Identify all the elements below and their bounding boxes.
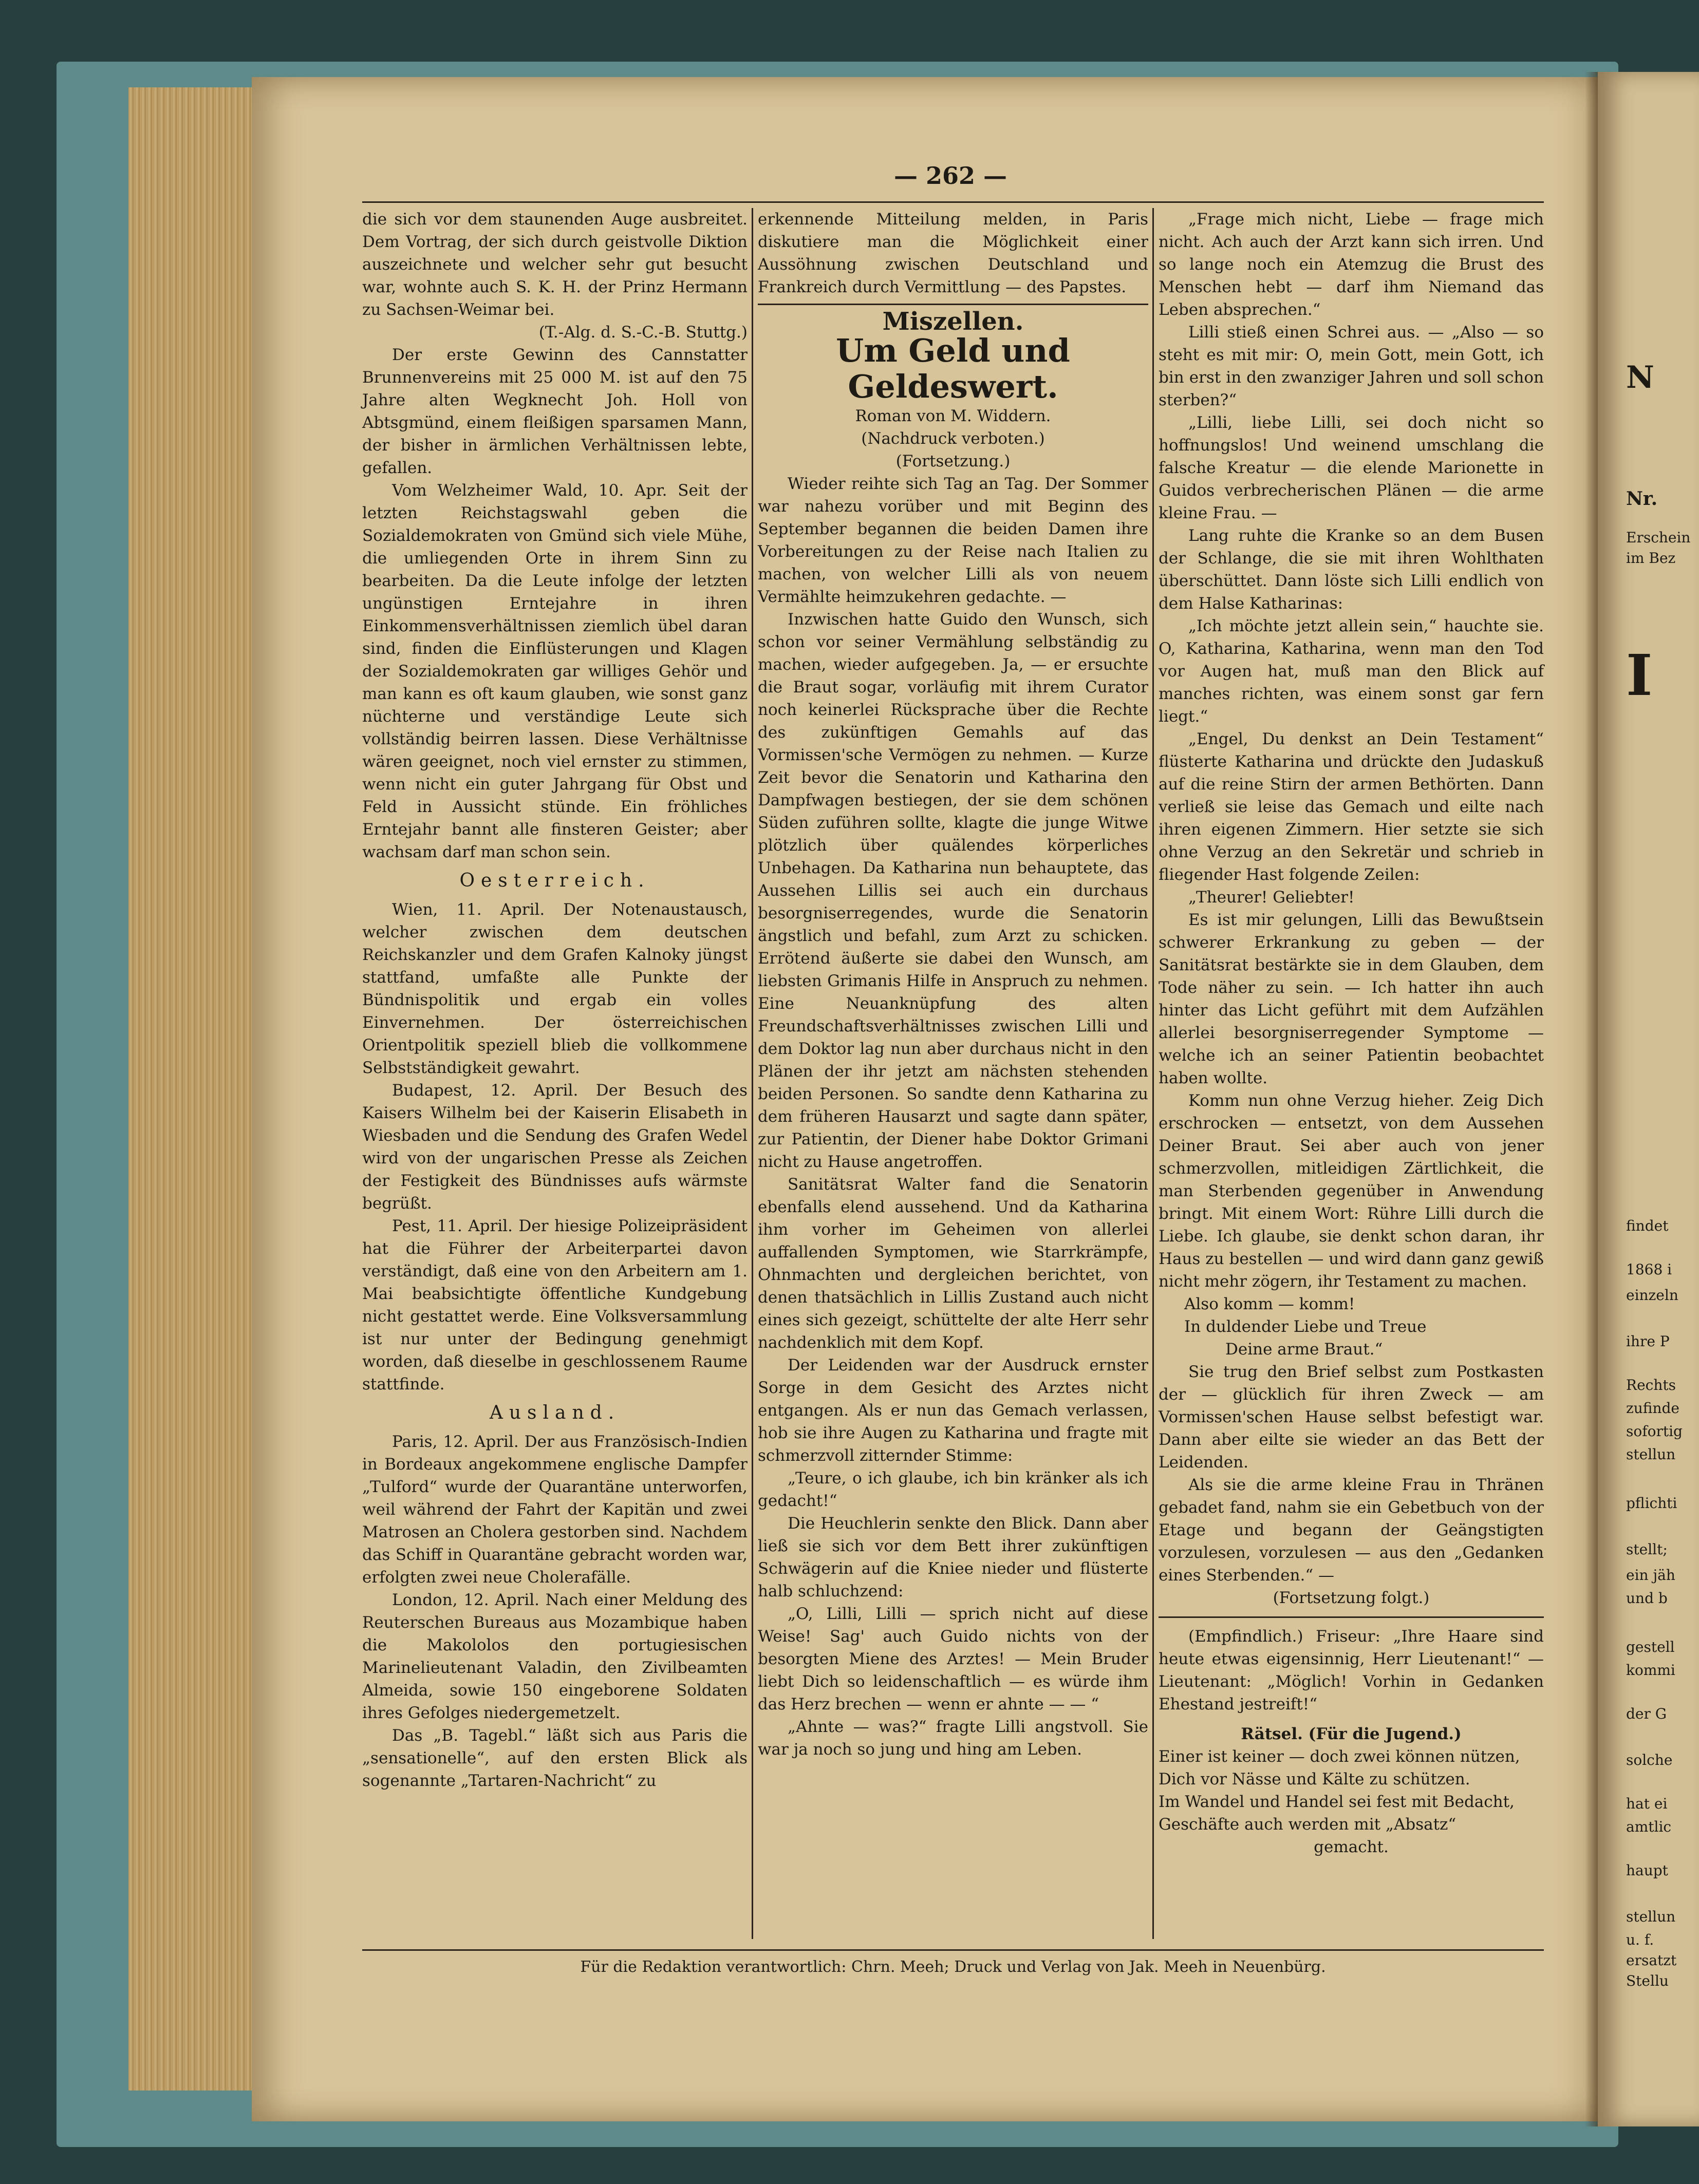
next-page-line: u. f. — [1626, 1931, 1654, 1948]
riddle-line: Dich vor Nässe und Kälte zu schützen. — [1159, 1770, 1470, 1788]
letter-line: Also komm — komm! — [1184, 1295, 1355, 1313]
paragraph: „Lilli, liebe Lilli, sei doch nicht so hoffnungslos! Und weinend umschlang die falsche Kreatur — die elende Marionette in Guidos verbrecherischen Plänen — die arme kleine Frau. — — [1159, 413, 1544, 522]
next-page-line: ersatzt — [1626, 1952, 1677, 1969]
riddle-line: Einer ist keiner — doch zwei können nützen, — [1159, 1747, 1520, 1766]
paragraph: Sanitätsrat Walter fand die Senatorin ebenfalls elend aussehend. Und da Katharina ihm vorher im Geheimen von allerlei auffallenden Symptomen, wie Starrkrämpfe, Ohnmachten und dergleichen berichtet, von denen thatsächlich in Lillis Zustand auch nicht eines sich gezeigt, schüttelte der alte Herr sehr nachdenklich mit dem Kopf. — [758, 1175, 1148, 1352]
paragraph: Wieder reihte sich Tag an Tag. Der Sommer war nahezu vorüber und mit Beginn des September begannen die beiden Damen ihre Vorbereitungen zu der Reise nach Italien zu machen, von welcher Lilli als von neuem Vermählte heimzukehren gedachte. — — [758, 475, 1148, 606]
paragraph: „Teure, o ich glaube, ich bin kränker als ich gedacht!“ — [758, 1469, 1148, 1510]
paragraph: Das „B. Tagebl.“ läßt sich aus Paris die „sensationelle“, auf den ersten Blick als sogenannte „Tartaren-Nachricht“ zu — [362, 1726, 748, 1790]
next-page-line: stellun — [1626, 1908, 1676, 1925]
reprint-note: (Nachdruck verboten.) — [861, 429, 1045, 448]
next-page-line: einzeln — [1626, 1287, 1678, 1304]
novel-title: Um Geld und Geldeswert. — [836, 332, 1070, 405]
next-page-line: amtlic — [1626, 1818, 1672, 1835]
next-page-line: Stellu — [1626, 1972, 1669, 1989]
next-page-large-letter: N — [1626, 360, 1654, 396]
continuation-note: (Fortsetzung.) — [895, 452, 1011, 470]
next-page-line: zufinde — [1626, 1400, 1679, 1417]
column-rule-2 — [1152, 208, 1154, 1939]
riddle-heading: Rätsel. (Für die Jugend.) — [1241, 1725, 1462, 1743]
paragraph: Der erste Gewinn des Cannstatter Brunnenvereins mit 25 000 M. ist auf den 75 Jahre alten Wegknecht Joh. Holl von Abtsgmünd, einem fleißigen sparsamen Mann, der bisher in ärmlichen Verhältnissen lebte, gefallen. — [362, 346, 748, 477]
section-rule — [758, 304, 1148, 305]
source-note: (T.-Alg. d. S.-C.-B. Stuttg.) — [538, 323, 748, 342]
paragraph: „O, Lilli, Lilli — sprich nicht auf diese Weise! Sag' auch Guido nichts von der besorgten Miene des Arztes! — Mein Bruder liebt Dich so leidenschaftlich — es würde ihm das Herz brechen — wenn er ahnte — — “ — [758, 1605, 1148, 1714]
header-rule — [362, 201, 1544, 203]
paragraph: Lilli stieß einen Schrei aus. — „Also — so steht es mit mir: O, mein Gott, mein Gott, ich bin erst in den zwanziger Jahren und soll schon sterben?“ — [1159, 323, 1544, 409]
next-page-line: Rechts — [1626, 1377, 1676, 1394]
paragraph: Vom Welzheimer Wald, 10. Apr. Seit der letzten Reichstagswahl geben die Sozialdemokraten von Gmünd sich viele Mühe, die umliegenden Orte in ihrem Sinn zu bearbeiten. Da die Leute infolge der letzten ungünstigen Erntejahre in ihren Einkommensverhältnissen ziemlich übel daran sind, finden die Einflüsterungen und Klagen der Sozialdemokraten gar williges Gehör und man kann es oft kaum glauben, wie sonst ganz nüchterne und verständige Leute sich vollständig beirren lassen. Diese Verhältnisse wären geeignet, noch viel ernster zu stimmen, wenn nicht ein guter Jahrgang für Obst und Feld in Aussicht stünde. Ein fröhliches Erntejahr bannt alle finsteren Geister; aber wachsam darf man schon sein. — [362, 481, 748, 861]
next-page-text: im Bez — [1626, 550, 1676, 567]
paragraph: Budapest, 12. April. Der Besuch des Kaisers Wilhelm bei der Kaiserin Elisabeth in Wiesbaden und die Sendung des Grafen Wedel wird von der ungarischen Presse als Zeichen der Festigkeit des Bündnisses aufs wärmste begrüßt. — [362, 1081, 748, 1213]
paragraph: Paris, 12. April. Der aus Französisch-Indien in Bordeaux angekommene englische Dampfer „Tulford“ wurde der Quarantäne unterworfen, weil während der Fahrt der Kapitän und zwei Matrosen an Cholera gestorben sind. Nachdem das Schiff in Quarantäne gebracht worden war, erfolgten zwei neue Cholerafälle. — [362, 1433, 748, 1587]
section-rule — [1159, 1616, 1544, 1618]
paragraph: Komm nun ohne Verzug hieher. Zeig Dich erschrocken — entsetzt, von dem Aussehen Deiner Braut. Sei aber auch von jener schmerzvollen, mitleidigen Zärtlichkeit, die man Sterbenden gegenüber in Anwendung bringt. Mit einem Wort: Rühre Lilli durch die Liebe. Ich glaube, sie denkt schon daran, ihr Haus zu bestellen — und wird dann ganz gewiß nicht mehr zögern, ihr Testament zu machen. — [1159, 1091, 1544, 1291]
paragraph: „Ahnte — was?“ fragte Lilli angstvoll. Sie war ja noch so jung und hing am Leben. — [758, 1718, 1148, 1759]
column-3 — [1159, 208, 1544, 1858]
paragraph: Inzwischen hatte Guido den Wunsch, sich schon vor seiner Vermählung selbständig zu machen, wieder aufgegeben. Ja, — er ersuchte die Braut sogar, vorläufig mit ihrem Curator noch keinerlei Rücksprache über die Rechte des zukünftigen Gemahls auf das Vormissen'sche Vermögen zu nehmen. — Kurze Zeit bevor die Senatorin und Katharina den Dampfwagen bestiegen, der sie dem schönen Süden zuführen sollte, klagte die junge Witwe plötzlich über quälendes körperliches Unbehagen. Da Katharina nun behauptete, das Aussehen Lillis sei auch ein durchaus besorgniserregendes, wurde die Senatorin ängstlich und befahl, zum Arzt zu schicken. Errötend äußerte sie dabei den Wunsch, am liebsten Grimanis Hilfe in Anspruch zu nehmen. Eine Neuanknüpfung des alten Freundschaftsverhältnisses zwischen Lilli und dem Doktor lag nun aber durchaus nicht in den Plänen der ihr jetzt am nächsten stehenden beiden Personen. So sandte denn Katharina zu dem früheren Hausarzt und sagte dann später, zur Patientin, der Diener habe Doktor Grimani nicht zu Hause angetroffen. — [758, 610, 1148, 1171]
column-1 — [362, 208, 748, 1792]
miscellany-heading: Miszellen. — [882, 307, 1024, 336]
next-page-line: pflichti — [1626, 1495, 1677, 1512]
page-edges — [128, 87, 262, 2091]
paragraph: Lang ruhte die Kranke so an dem Busen der Schlange, die sie mit ihren Wohlthaten überschüttet. Dann löste sich Lilli endlich von dem Halse Katharinas: — [1159, 526, 1544, 613]
next-page-line: solche — [1626, 1752, 1673, 1768]
riddle-line: gemacht. — [1314, 1838, 1389, 1856]
page-number: — 262 — — [893, 162, 1007, 190]
letter-signature: Deine arme Braut.“ — [1225, 1340, 1383, 1359]
next-page-line: stellun — [1626, 1446, 1676, 1463]
paragraph: Die Heuchlerin senkte den Blick. Dann aber ließ sie sich vor dem Bett ihrer zukünftigen Schwägerin auf die Kniee nieder und flüsterte halb schluchzend: — [758, 1514, 1148, 1601]
letter-line: In duldender Liebe und Treue — [1184, 1317, 1427, 1336]
paragraph: erkennende Mitteilung melden, in Paris diskutiere man die Möglichkeit einer Aussöhnung zwischen Deutschland und Frankreich durch Vermittlung — des Papstes. — [758, 210, 1148, 296]
next-page-text: Erschein — [1626, 529, 1691, 546]
next-page-large-letter: I — [1626, 642, 1653, 708]
paragraph: „Engel, Du denkst an Dein Testament“ flüsterte Katharina und drückte den Judaskuß auf die reine Stirn der armen Bethörten. Dann verließ sie leise das Gemach und eilte nach ihren eigenen Zimmern. Hier setzte sie sich ohne Verzug an den Sekretär und schrieb in fliegender Hast folgende Zeilen: — [1159, 730, 1544, 884]
continuation-note: (Fortsetzung folgt.) — [1273, 1589, 1430, 1607]
next-page-line: haupt — [1626, 1862, 1668, 1879]
section-heading: Oesterreich. — [459, 870, 650, 891]
paragraph: „Ich möchte jetzt allein sein,“ hauchte sie. O, Katharina, Katharina, wenn man den Tod vor Augen hat, muß man den Blick auf manches richten, was einem sonst gar fern liegt.“ — [1159, 617, 1544, 726]
next-page-line: kommi — [1626, 1662, 1675, 1679]
paragraph: Pest, 11. April. Der hiesige Polizeipräsident hat die Führer der Arbeiterpartei davon verständigt, daß eine von den Arbeitern am 1. Mai beabsichtigte öffentliche Kundgebung nicht gestattet werde. Eine Volksversammlung ist nur unter der Bedingung genehmigt worden, daß dieselbe in geschlossenem Raume stattfinde. — [362, 1217, 748, 1394]
paragraph: Wien, 11. April. Der Notenaustausch, welcher zwischen dem deutschen Reichskanzler und dem Grafen Kalnoky jüngst stattfand, umfaßte alle Punkte der Bündnispolitik und ergab ein volles Einvernehmen. Der österreichischen Orientpolitik speziell blieb die vollkommene Selbstständigkeit gewahrt. — [362, 900, 748, 1077]
paragraph: Der Leidenden war der Ausdruck ernster Sorge in dem Gesicht des Arztes nicht entgangen. Als er nun das Gemach verlassen, hob sie ihre Augen zu Katharina und fragte mit schmerzvoll zitternder Stimme: — [758, 1356, 1148, 1465]
next-page-line: stellt; — [1626, 1541, 1668, 1558]
next-page-line: und b — [1626, 1590, 1668, 1607]
paragraph: London, 12. April. Nach einer Meldung des Reuterschen Bureaus aus Mozambique haben die Makololos den portugiesischen Marinelieutenant Valadin, den Zivilbeamten Almeida, sowie 150 eingeborene Soldaten ihres Gefolges niedergemetzelt. — [362, 1591, 748, 1722]
next-page-line: der G — [1626, 1705, 1667, 1722]
section-heading: Ausland. — [489, 1402, 621, 1423]
next-page-line: gestell — [1626, 1639, 1675, 1655]
next-page-line: hat ei — [1626, 1795, 1668, 1812]
imprint-footer: Für die Redaktion verantwortlich: Chrn. Meeh; Druck und Verlag von Jak. Meeh in Neuenbürg. — [580, 1958, 1326, 1976]
letter-salutation: „Theurer! Geliebter! — [1188, 888, 1355, 907]
paragraph: Als sie die arme kleine Frau in Thränen gebadet fand, nahm sie ein Gebetbuch von der Etage und begann der Geängstigten vorzulesen, vorzulesen — aus den „Gedanken eines Sterbenden.“ — — [1159, 1476, 1544, 1585]
novel-author: Roman von M. Widdern. — [855, 407, 1051, 425]
riddle-line: Geschäfte auch werden mit „Absatz“ — [1159, 1815, 1457, 1834]
paragraph: die sich vor dem staunenden Auge ausbreitet. Dem Vortrag, der sich durch geistvolle Diktion auszeichnete und welcher sehr gut besucht war, wohnte auch S. K. H. der Prinz Hermann zu Sachsen-Weimar bei. — [362, 210, 748, 319]
paragraph: „Frage mich nicht, Liebe — frage mich nicht. Ach auch der Arzt kann sich irren. Und so lange noch ein Atemzug die Brust des Menschen hebt — darf ihm Niemand das Leben absprechen.“ — [1159, 210, 1544, 319]
next-page-line: sofortig — [1626, 1423, 1683, 1440]
next-page-line: ein jäh — [1626, 1567, 1675, 1584]
next-page-line: ihre P — [1626, 1333, 1670, 1350]
paragraph: Es ist mir gelungen, Lilli das Bewußtsein schwerer Erkrankung zu geben — der Sanitätsrat bestärkte sie in dem Glauben, dem Tode näher zu sein. — Ich hatter ihn auch hinter das Licht geführt mit dem Aufzählen allerlei besorgniserregender Symptome — welche ich an seiner Patientin beobachtet haben wollte. — [1159, 911, 1544, 1087]
column-rule-1 — [752, 208, 753, 1939]
riddle-line: Im Wandel und Handel sei fest mit Bedacht, — [1159, 1793, 1515, 1811]
column-2 — [758, 208, 1148, 1761]
next-page-nr: Nr. — [1626, 488, 1658, 510]
joke-paragraph: (Empfindlich.) Friseur: „Ihre Haare sind heute etwas eigensinnig, Herr Lieutenant!“ — Lieutenant: „Möglich! Vorhin in Gedanken Ehestand jestreift!“ — [1159, 1627, 1544, 1714]
footer-rule — [362, 1949, 1544, 1951]
next-page-line: 1868 i — [1626, 1261, 1672, 1278]
paragraph: Sie trug den Brief selbst zum Postkasten der — glücklich für ihren Zweck — am Vormissen'schen Hause selbst befestigt war. Dann aber eilte sie wieder an das Bett der Leidenden. — [1159, 1363, 1544, 1472]
next-page-line: findet — [1626, 1217, 1669, 1234]
